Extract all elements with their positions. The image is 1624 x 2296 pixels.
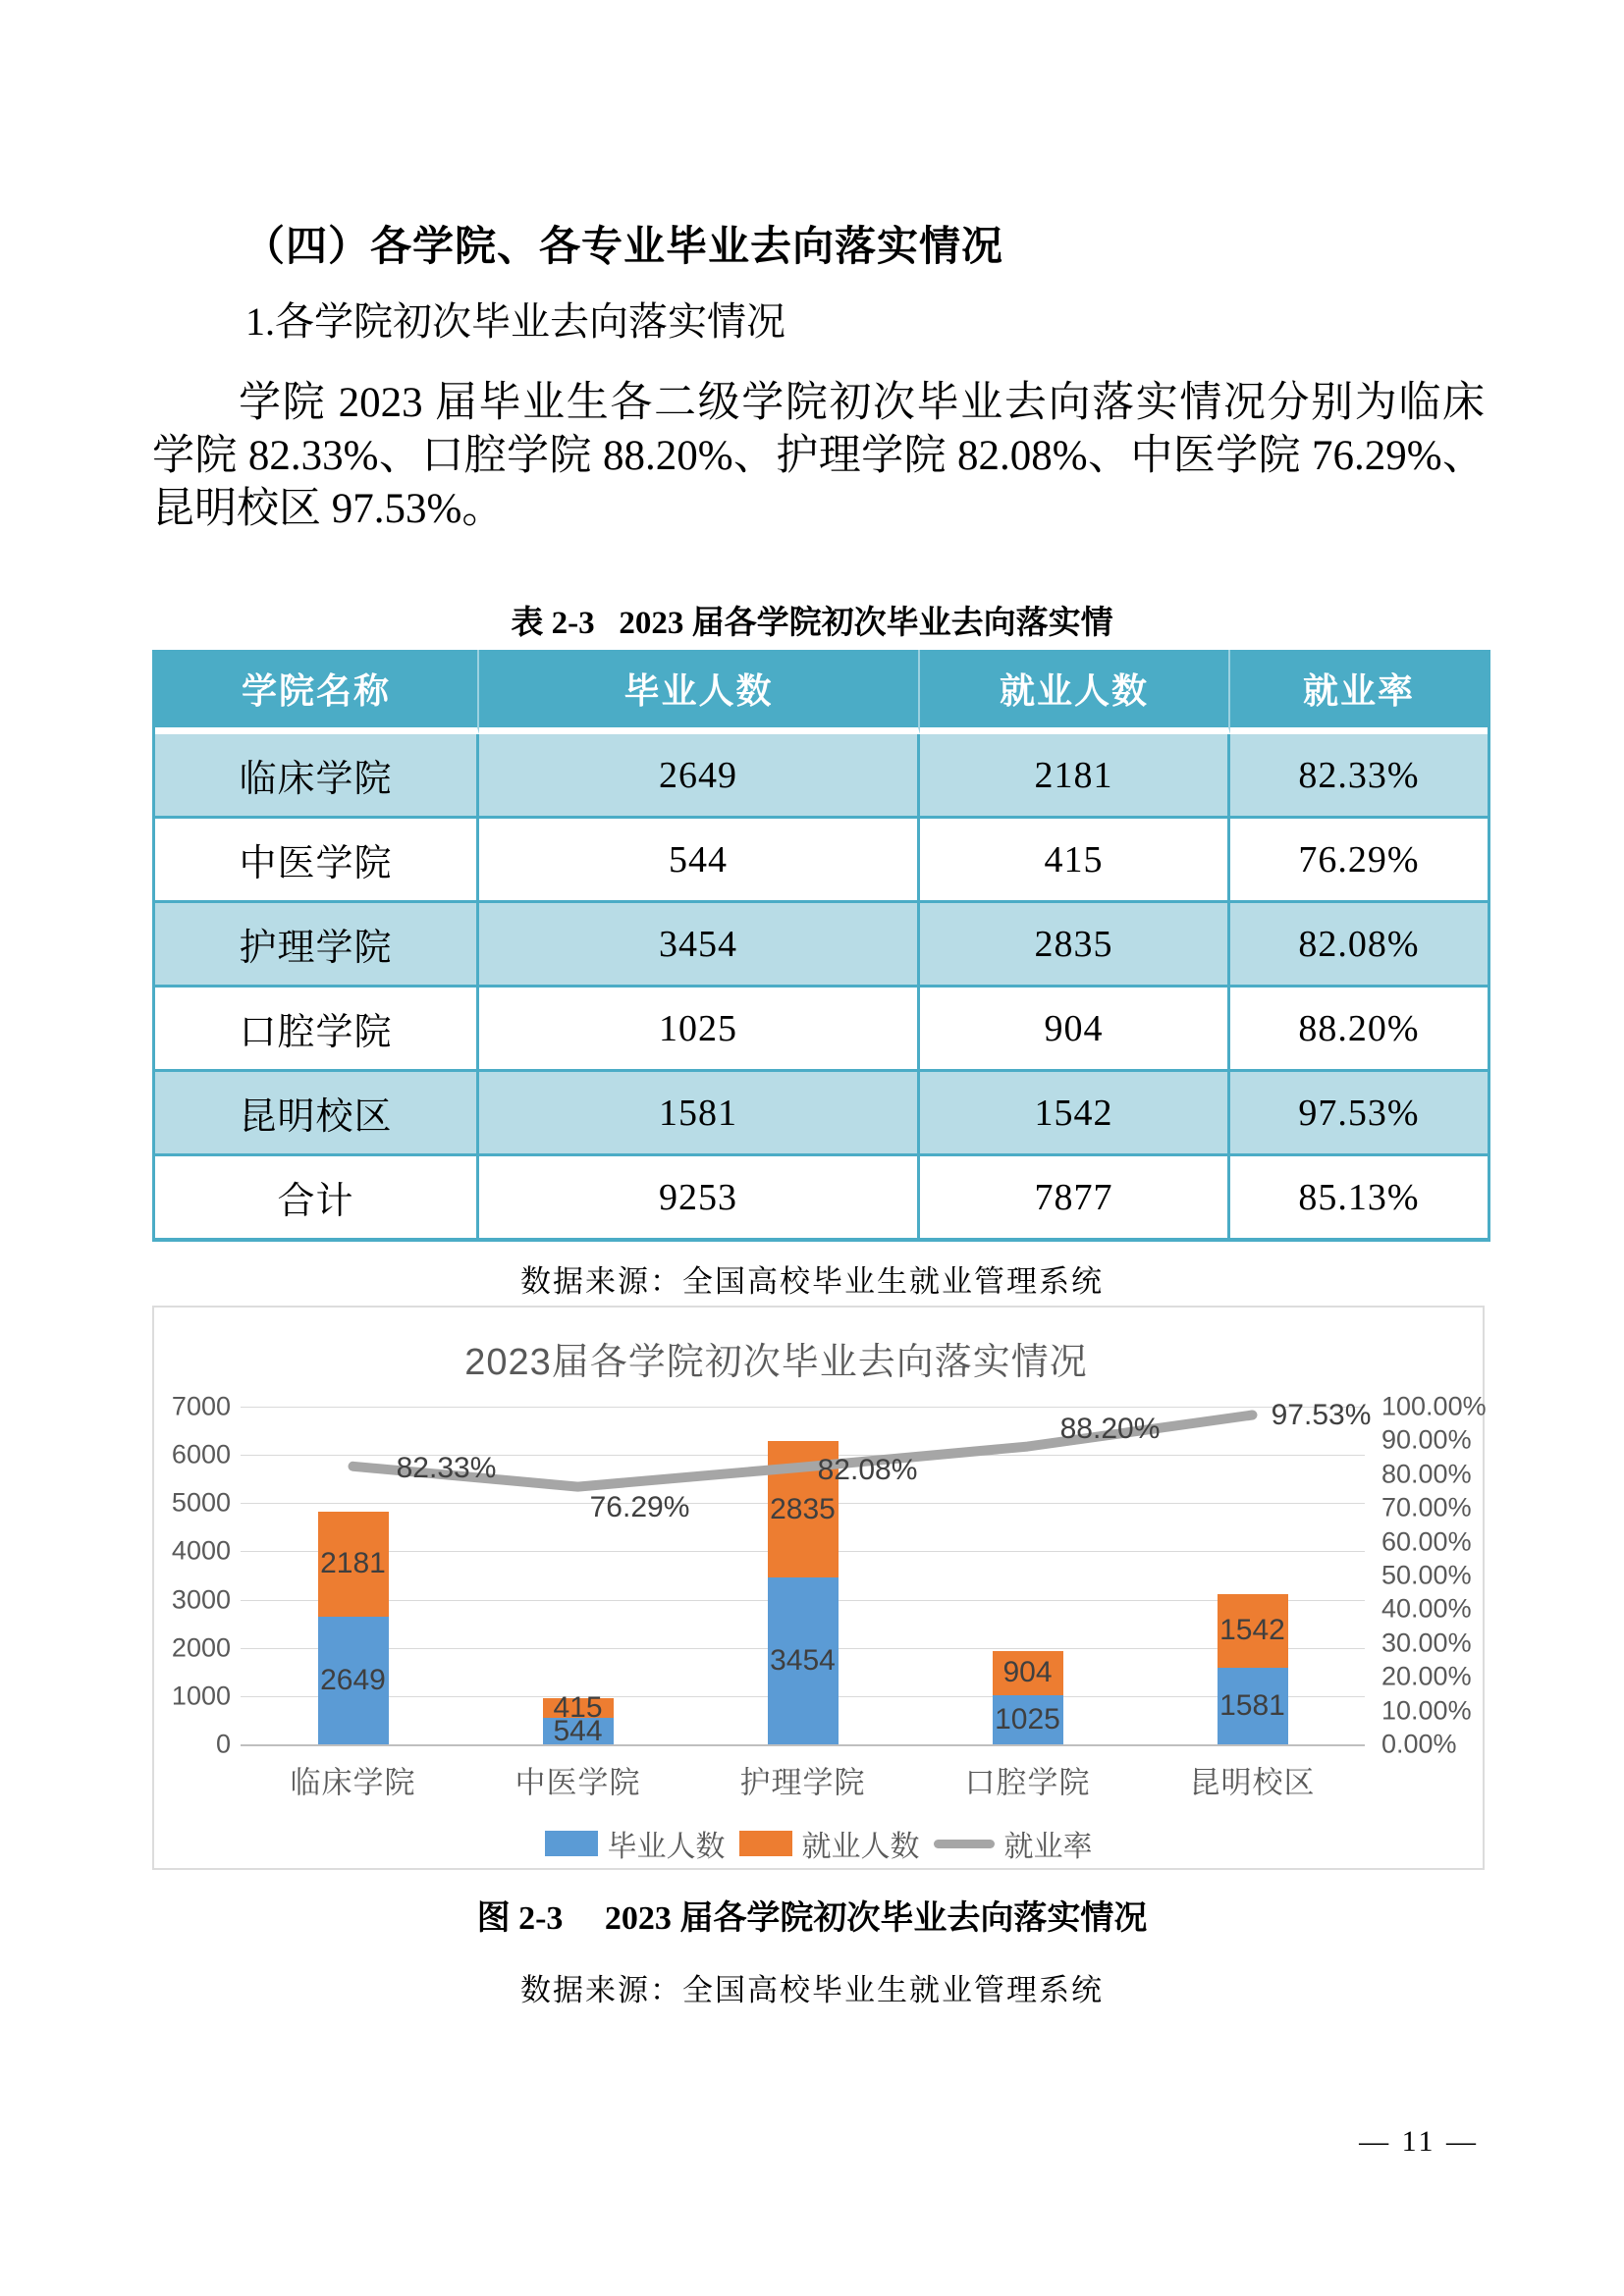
value-cell: 1542	[920, 1069, 1230, 1153]
column-header: 学院名称	[155, 650, 479, 734]
paragraph-line: 昆明校区 97.53%。	[152, 486, 505, 532]
legend-item-employed	[739, 1822, 920, 1865]
legend-label: 毕业人数	[607, 1831, 726, 1863]
chart-legend	[154, 1822, 1483, 1865]
rate-label: 97.53%	[1271, 1399, 1372, 1432]
value-cell: 3454	[479, 900, 920, 985]
category-label: 护理学院	[739, 1765, 866, 1800]
table-row	[155, 1069, 1488, 1153]
y-axis-tick-right: 80.00%	[1381, 1459, 1472, 1489]
bar-value-label: 1581	[1219, 1689, 1285, 1723]
y-axis-tick-right: 10.00%	[1381, 1695, 1472, 1726]
y-axis-tick-right: 30.00%	[1381, 1628, 1472, 1658]
value-cell: 544	[479, 816, 920, 900]
category-label: 临床学院	[290, 1765, 416, 1800]
legend-item-graduates	[545, 1822, 726, 1865]
figure-caption: 图 2-3 2023 届各学院初次毕业去向落实情况	[476, 1900, 1148, 1937]
y-axis-tick-right: 50.00%	[1381, 1560, 1472, 1590]
value-cell: 97.53%	[1230, 1069, 1488, 1153]
category-label: 昆明校区	[1189, 1765, 1316, 1800]
body-paragraph	[152, 377, 1485, 536]
section-heading: （四）各学院、各专业毕业去向落实情况	[244, 225, 1004, 270]
y-axis-tick-left: 6000	[171, 1439, 231, 1469]
rate-label: 82.08%	[817, 1453, 918, 1486]
rate-label: 76.29%	[589, 1490, 690, 1523]
bar-value-label: 1542	[1219, 1614, 1285, 1647]
college-name-cell: 中医学院	[155, 816, 479, 900]
bar-value-label: 1025	[995, 1702, 1060, 1735]
value-cell: 1025	[479, 985, 920, 1069]
y-axis-tick-right: 20.00%	[1381, 1661, 1472, 1691]
college-name-cell: 临床学院	[155, 734, 479, 816]
bar-value-label: 2181	[320, 1547, 386, 1580]
gridline	[241, 1407, 1365, 1408]
table-caption: 表 2-3 2023 届各学院初次毕业去向落实情	[511, 606, 1113, 641]
legend-line-rate	[934, 1840, 995, 1848]
y-axis-tick-left: 7000	[171, 1391, 231, 1421]
value-cell: 82.33%	[1230, 734, 1488, 816]
college-name-cell: 合计	[155, 1153, 479, 1238]
gridline	[241, 1744, 1365, 1746]
employment-chart	[152, 1306, 1485, 1870]
column-header: 毕业人数	[479, 650, 920, 734]
y-axis-tick-left: 5000	[171, 1487, 231, 1518]
legend-label: 就业率	[1003, 1831, 1093, 1863]
table-row	[155, 734, 1488, 816]
bar-value-label: 544	[553, 1714, 603, 1747]
value-cell: 2649	[479, 734, 920, 816]
paragraph-line: 学院 2023 届毕业生各二级学院初次毕业去向落实情况分别为临床	[239, 380, 1485, 426]
bar-value-label: 2649	[320, 1663, 386, 1696]
paragraph-line: 学院 82.33%、口腔学院 88.20%、护理学院 82.08%、中医学院 76.29%、	[152, 433, 1485, 479]
value-cell: 2181	[920, 734, 1230, 816]
category-label: 中医学院	[514, 1765, 641, 1800]
y-axis-tick-right: 0.00%	[1381, 1729, 1457, 1759]
table-row	[155, 816, 1488, 900]
chart-title: 2023届各学院初次毕业去向落实情况	[464, 1342, 1088, 1383]
legend-swatch-employed	[739, 1831, 792, 1856]
source-note: 数据来源：全国高校毕业生就业管理系统	[520, 1264, 1104, 1299]
table-header-row	[155, 650, 1488, 734]
value-cell: 7877	[920, 1153, 1230, 1238]
value-cell: 415	[920, 816, 1230, 900]
y-axis-tick-right: 60.00%	[1381, 1526, 1472, 1557]
source-note: 数据来源：全国高校毕业生就业管理系统	[520, 1973, 1104, 2007]
category-label: 口腔学院	[964, 1765, 1091, 1800]
column-header: 就业人数	[920, 650, 1230, 734]
page-number: — 11 —	[1359, 2125, 1479, 2158]
rate-label: 88.20%	[1059, 1412, 1161, 1445]
bar-value-label: 2835	[770, 1492, 836, 1525]
value-cell: 76.29%	[1230, 816, 1488, 900]
legend-label: 就业人数	[801, 1831, 920, 1863]
y-axis-tick-right: 90.00%	[1381, 1424, 1472, 1455]
value-cell: 88.20%	[1230, 985, 1488, 1069]
column-header: 就业率	[1230, 650, 1488, 734]
value-cell: 9253	[479, 1153, 920, 1238]
y-axis-tick-left: 2000	[171, 1632, 231, 1663]
value-cell: 2835	[920, 900, 1230, 985]
legend-item-rate	[934, 1822, 1093, 1865]
bar-value-label: 415	[553, 1691, 603, 1725]
college-name-cell: 护理学院	[155, 900, 479, 985]
table-row	[155, 985, 1488, 1069]
y-axis-tick-right: 40.00%	[1381, 1593, 1472, 1624]
y-axis-tick-right: 70.00%	[1381, 1492, 1472, 1522]
value-cell: 85.13%	[1230, 1153, 1488, 1238]
employment-table-wrap	[152, 650, 1485, 1242]
bar-value-label: 3454	[770, 1644, 836, 1678]
y-axis-tick-left: 4000	[171, 1535, 231, 1566]
value-cell: 1581	[479, 1069, 920, 1153]
subsection-heading: 1.各学院初次毕业去向落实情况	[245, 299, 785, 344]
rate-label: 82.33%	[396, 1451, 497, 1484]
bar-value-label: 904	[1002, 1656, 1053, 1689]
value-cell: 904	[920, 985, 1230, 1069]
value-cell: 82.08%	[1230, 900, 1488, 985]
college-name-cell: 口腔学院	[155, 985, 479, 1069]
y-axis-tick-left: 1000	[171, 1681, 231, 1711]
college-name-cell: 昆明校区	[155, 1069, 479, 1153]
y-axis-tick-right: 100.00%	[1381, 1391, 1487, 1421]
legend-swatch-graduates	[545, 1831, 598, 1856]
table-row	[155, 900, 1488, 985]
employment-table	[152, 650, 1490, 1242]
y-axis-tick-left: 0	[215, 1729, 231, 1759]
table-row	[155, 1153, 1488, 1238]
y-axis-tick-left: 3000	[171, 1584, 231, 1615]
